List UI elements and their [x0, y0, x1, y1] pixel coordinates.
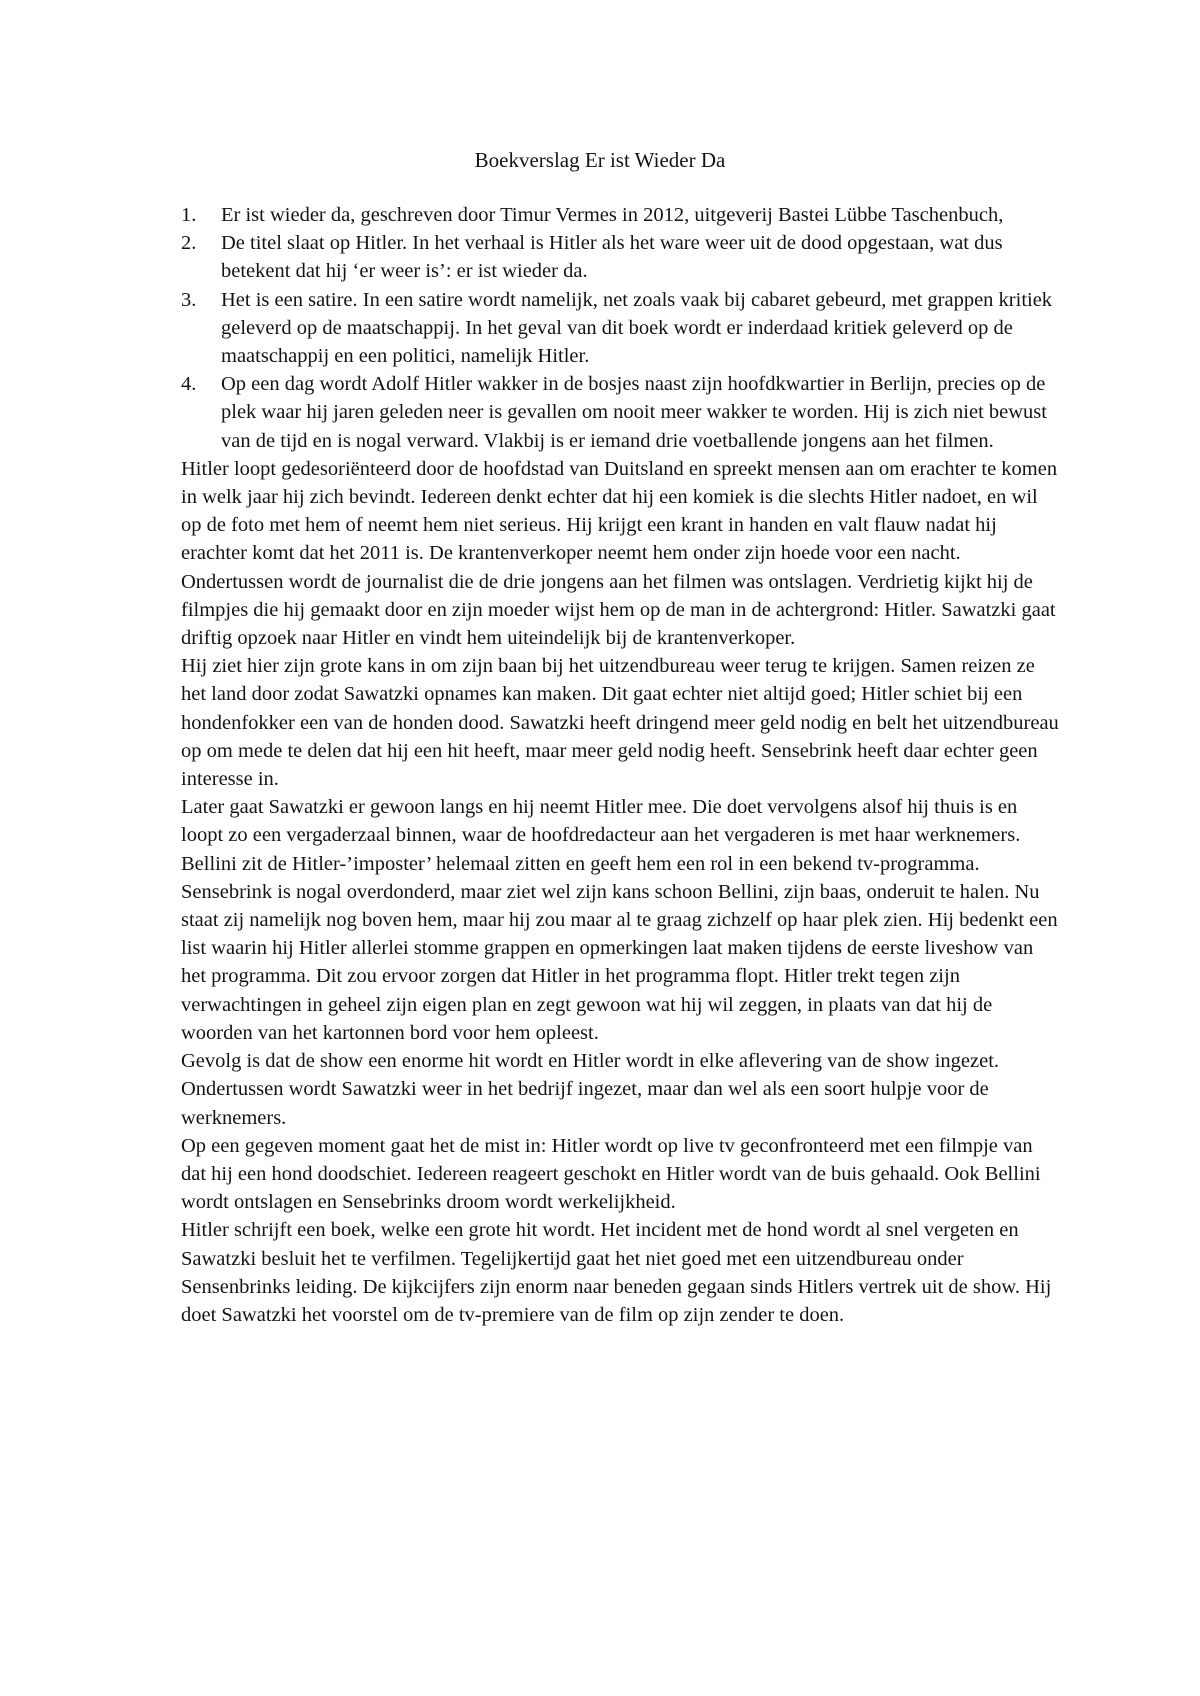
body-paragraph: Hij ziet hier zijn grote kans in om zijn baan bij het uitzendbureau weer terug te krijgen. Samen reizen ze het land door zodat Sawatzki opnames kan maken. Dit gaat echter niet altijd goed; Hitler schiet bij een hondenfokker een van de honden dood. Sawatzki heeft dringend meer geld nodig en belt het uitzendbureau op om mede te delen dat hij een hit heeft, maar meer geld nodig heeft. Sensebrink heeft daar echter geen interesse in.: [181, 655, 1059, 791]
list-item-text: De titel slaat op Hitler. In het verhaal is Hitler als het ware weer uit de dood opgestaan, wat dus betekent dat hij ‘er weer is’: er ist wieder da.: [221, 232, 1003, 283]
body-paragraph: Ondertussen wordt de journalist die de drie jongens aan het filmen was ontslagen. Verdrietig kijkt hij de filmpjes die hij gemaakt door en zijn moeder wijst hem op de man in de achtergrond: Hitler. Sawatzki gaat driftig opzoek naar Hitler en vindt hem uiteindelijk bij de krantenverkoper.: [181, 570, 1056, 650]
list-item: [181, 229, 1061, 285]
body-paragraph: Hitler schrijft een boek, welke een grote hit wordt. Het incident met de hond wordt al snel vergeten en Sawatzki besluit het te verfilmen. Tegelijkertijd gaat het niet goed met een uitzendbureau onder Sensenbrinks leiding. De kijkcijfers zijn enorm naar beneden gegaan sinds Hitlers vertrek uit de show. Hij doet Sawatzki het voorstel om de tv-premiere van de film op zijn zender te doen.: [181, 1219, 1052, 1326]
numbered-list: [181, 201, 1061, 455]
list-item-number: 1.: [181, 204, 197, 226]
body-paragraph: Gevolg is dat de show een enorme hit wordt en Hitler wordt in elke aflevering van de show ingezet. Ondertussen wordt Sawatzki weer in het bedrijf ingezet, maar dan wel als een soort hulpje voor de werknemers.: [181, 1050, 1000, 1129]
list-item-text: Op een dag wordt Adolf Hitler wakker in de bosjes naast zijn hoofdkwartier in Berlijn, precies op de plek waar hij jaren geleden neer is gevallen om nooit meer wakker te worden. Hij is zich niet bewust van de tijd en is nogal verward. Vlakbij is er iemand drie voetballende jongens aan het filmen.: [221, 373, 1047, 452]
list-item-text: Het is een satire. In een satire wordt namelijk, net zoals vaak bij cabaret gebeurd, met grappen kritiek geleverd op de maatschappij. In het geval van dit boek wordt er inderdaad kritiek geleverd op de maatschappij en een politici, namelijk Hitler.: [221, 288, 1053, 368]
list-item: [181, 370, 1061, 455]
list-item: [181, 286, 1061, 371]
body-paragraph: Bellini zit de Hitler-’imposter’ helemaal zitten en geeft hem een rol in een bekend tv-programma. Sensebrink is nogal overdonderd, maar ziet wel zijn kans schoon Bellini, zijn baas, onderuit te halen. Nu staat zij namelijk nog boven hem, maar hij zou maar al te graag zichzelf op haar plek zien. Hij bedenkt een list waarin hij Hitler allerlei stomme grappen en opmerkingen laat maken tijdens de eerste liveshow van het programma. Dit zou ervoor zorgen dat Hitler in het programma flopt. Hitler trekt tegen zijn verwachtingen in geheel zijn eigen plan en zegt gewoon wat hij wil zeggen, in plaats van dat hij de woorden van het kartonnen bord voor hem opleest.: [181, 852, 1058, 1044]
list-item-number: 3.: [181, 288, 197, 311]
list-item-number: 4.: [181, 373, 197, 396]
document-body: [181, 201, 1061, 1329]
document-title: Boekverslag Er ist Wieder Da: [474, 148, 726, 172]
body-paragraph: Later gaat Sawatzki er gewoon langs en hij neemt Hitler mee. Die doet vervolgens alsof hij thuis is en loopt zo een vergaderzaal binnen, waar de hoofdredacteur aan het vergaderen is met haar werknemers.: [181, 796, 1021, 847]
list-item: [181, 201, 1061, 229]
list-item-text: Er ist wieder da, geschreven door Timur Vermes in 2012, uitgeverij Bastei Lübbe Taschenbuch,: [221, 204, 1004, 226]
list-item-number: 2.: [181, 232, 197, 255]
body-paragraph: Op een gegeven moment gaat het de mist in: Hitler wordt op live tv geconfronteerd met een filmpje van dat hij een hond doodschiet. Iedereen reageert geschokt en Hitler wordt van de buis gehaald. Ook Bellini wordt ontslagen en Sensebrinks droom wordt werkelijkheid.: [181, 1134, 1041, 1214]
body-paragraph: Hitler loopt gedesoriënteerd door de hoofdstad van Duitsland en spreekt mensen aan om erachter te komen in welk jaar hij zich bevindt. Iedereen denkt echter dat hij een komiek is die slechts Hitler nadoet, en wil op de foto met hem of neemt hem niet serieus. Hij krijgt een krant in handen en valt flauw nadat hij erachter komt dat het 2011 is. De krantenverkoper neemt hem onder zijn hoede voor een nacht.: [181, 457, 1058, 565]
